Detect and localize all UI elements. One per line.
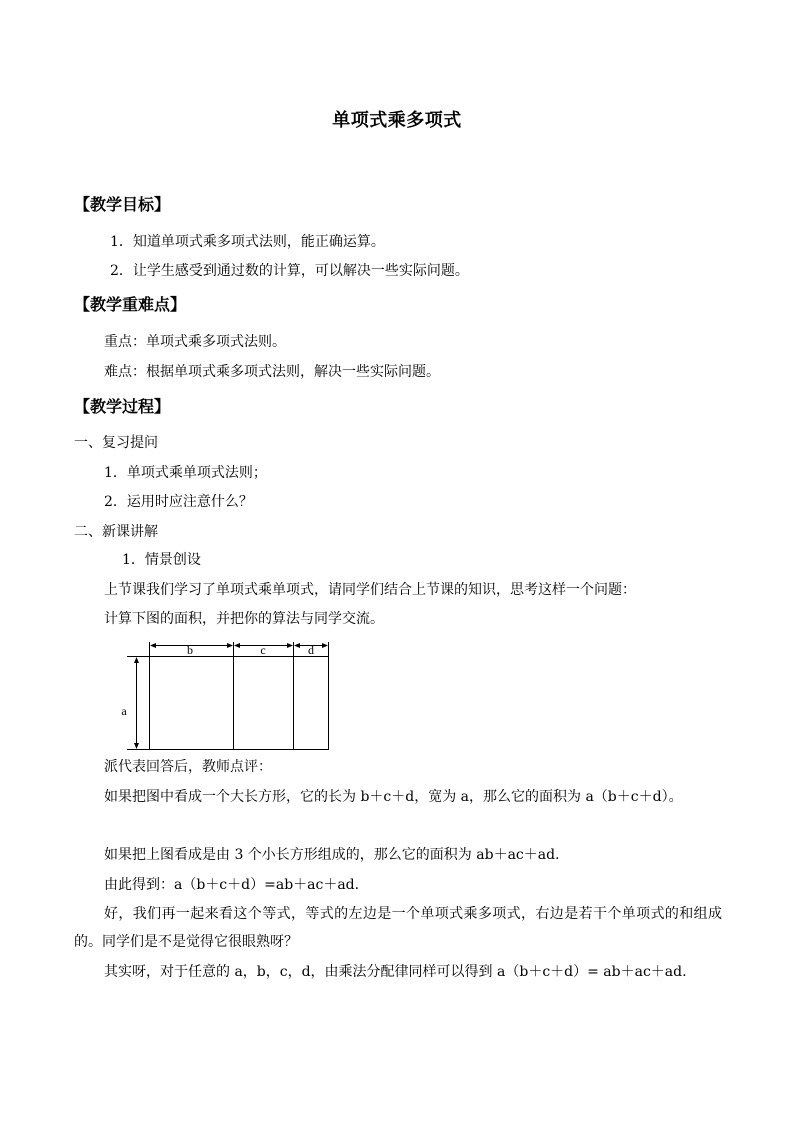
focus-text: 重点：单项式乘多项式法则。 [104,334,286,350]
rectangle-diagram [100,640,340,756]
paragraph-2: 如果把上图看成是由 3 个小长方形组成的，那么它的面积为 ab＋ac＋ad. [104,847,560,863]
task-text: 计算下图的面积，并把你的算法与同学交流。 [104,611,384,627]
section-heading-keypoints: 【教学重难点】 [74,295,187,314]
section-heading-goals: 【教学目标】 [74,195,171,214]
label-a: a [121,704,127,718]
big-rectangle [150,657,329,750]
page-title: 单项式乘多项式 [332,110,462,131]
paragraph-5: 其实呀，对于任意的 a，b，c，d，由乘法分配律同样可以得到 a（b＋c＋d）= ab＋ac＋ad. [104,964,687,980]
part1-title: 一、复习提问 [74,435,158,451]
part1-item-2: 2．运用时应注意什么？ [104,494,253,510]
section-heading-process: 【教学过程】 [74,397,171,416]
goal-item-2: 2．让学生感受到通过数的计算，可以解决一些实际问题。 [110,263,469,279]
intro-text: 上节课我们学习了单项式乘单项式，请同学们结合上节课的知识，思考这样一个问题： [104,582,636,598]
goal-item-1: 1．知道单项式乘多项式法则，能正确运算。 [110,234,385,250]
label-d: d [308,643,314,657]
label-c: c [260,643,266,657]
paragraph-3: 由此得到：a（b＋c＋d）=ab＋ac＋ad. [104,877,360,893]
paragraph-4: 好，我们再一起来看这个等式，等式的左边是一个单项式乘多项式，右边是若干个单项式的和组成的。同学们是不是觉得它很眼熟呀？ [74,906,722,950]
difficulty-text: 难点：根据单项式乘多项式法则，解决一些实际问题。 [104,364,440,380]
part2-title: 二、新课讲解 [74,524,158,540]
paragraph-1: 如果把图中看成一个大长方形，它的长为 b＋c＋d，宽为 a，那么它的面积为 a（b＋c＋d）。 [104,789,683,805]
part2-subtitle: 1．情景创设 [122,552,201,568]
label-b: b [187,643,193,657]
part1-item-1: 1．单项式乘单项式法则； [104,465,267,481]
after-diagram-text: 派代表回答后，教师点评： [104,759,272,775]
